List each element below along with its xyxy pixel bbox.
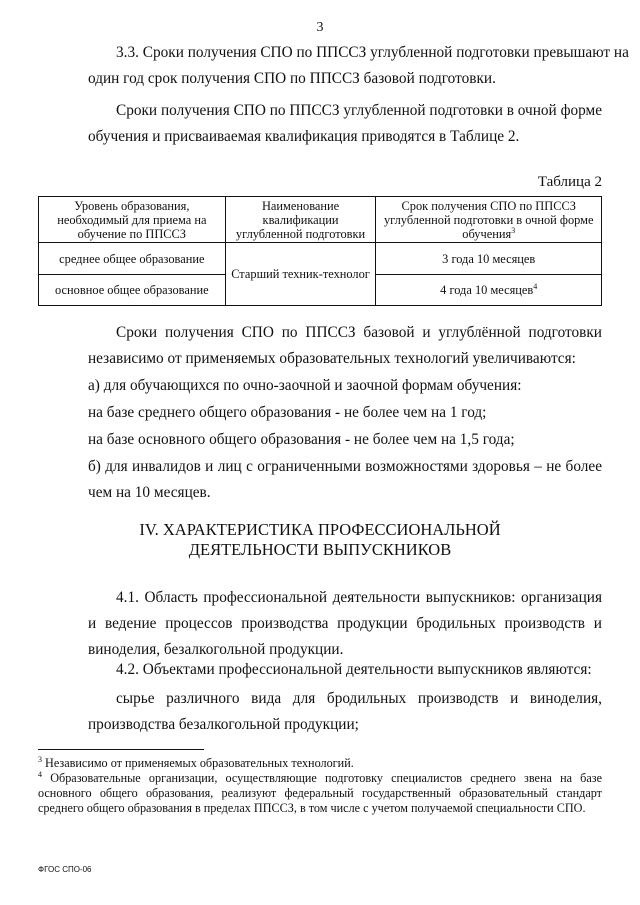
table-cell-term: [376, 275, 602, 306]
paragraph-4-1: 4.1. Область профессиональной деятельности выпускников: организация и ведение процессов производства продукции бродильных производств и виноделия, безалкогольной продукции.: [88, 589, 602, 658]
footnote-separator: [38, 749, 204, 750]
section-heading-line2: ДЕЯТЕЛЬНОСТИ ВЫПУСКНИКОВ: [188, 540, 452, 559]
paragraph-3-3-line1: 3.3. Сроки получения СПО по ППССЗ углубленной подготовки превышают на: [116, 44, 629, 61]
table-2: [38, 196, 602, 306]
footnote-4-mark: 4: [38, 769, 42, 779]
paragraph-objects: сырье различного вида для бродильных производств и виноделия, производства безалкогольной продукции;: [88, 690, 602, 733]
table-header-term-text: Срок получения СПО по ППССЗ углубленной подготовки в очной форме обучения: [383, 199, 594, 241]
footnote-4-text: Образовательные организации, осуществляющие подготовку специалистов среднего звена на базе основного общего образования, реализуют федеральный государственный образовательный стандарт среднего общего образования в пределах ППССЗ, в том числе с учетом получаемой специальности СПО.: [38, 771, 603, 815]
table-cell-term: [376, 243, 602, 275]
list-item-a-1: на базе среднего общего образования - не более чем на 1 год;: [88, 404, 487, 421]
footnote-3: [38, 756, 602, 771]
page-number: 3: [316, 20, 324, 35]
table-row: [39, 243, 602, 275]
table-header-qualification: Наименование квалификации углубленной подготовки: [225, 197, 376, 243]
footnote-3-text: Независимо от применяемых образовательных технологий.: [45, 756, 354, 770]
table-cell-level: основное общее образование: [39, 275, 226, 306]
table-cell-level: среднее общее образование: [39, 243, 226, 275]
section-heading: [0, 520, 640, 560]
footnote-3-mark: 3: [38, 754, 42, 764]
paragraph-terms-line1: Сроки получения СПО по ППССЗ углубленной подготовки в очной форме: [116, 102, 603, 119]
paragraph-4-2: 4.2. Объектами профессиональной деятельности выпускников являются:: [116, 661, 592, 678]
footnote-ref-4: 4: [533, 281, 538, 291]
paragraph-terms-line2: обучения и присваиваемая квалификация приводятся в Таблице 2.: [88, 128, 520, 145]
document-code-label: ФГОС СПО-06: [38, 865, 92, 874]
paragraph-increase-line2: независимо от применяемых образовательных технологий увеличиваются:: [88, 350, 576, 367]
footnote-ref-3: 3: [511, 225, 516, 235]
paragraph-3-3-line2: один год срок получения СПО по ППССЗ базовой подготовки.: [88, 70, 496, 87]
list-item-b-line2: чем на 10 месяцев.: [88, 484, 211, 501]
table-caption: Таблица 2: [537, 174, 602, 190]
table-header-level: Уровень образования, необходимый для приема на обучение по ППССЗ: [39, 197, 226, 243]
list-item-a: а) для обучающихся по очно-заочной и заочной формам обучения:: [88, 377, 522, 394]
list-item-b-line1: б) для инвалидов и лиц с ограниченными возможностями здоровья – не более: [88, 458, 602, 475]
list-item-a-2: на базе основного общего образования - не более чем на 1,5 года;: [88, 431, 515, 448]
section-heading-line1: IV. ХАРАКТЕРИСТИКА ПРОФЕССИОНАЛЬНОЙ: [139, 520, 501, 539]
footnote-4: [38, 771, 602, 816]
table-cell-term-text: 4 года 10 месяцев: [440, 283, 534, 297]
table-cell-term-text: 3 года 10 месяцев: [442, 251, 536, 266]
table-header-row: [39, 197, 602, 243]
table-cell-qualification: Старший техник-технолог: [225, 243, 376, 306]
paragraph-increase-line1: Сроки получения СПО по ППССЗ базовой и углублённой подготовки: [116, 324, 602, 341]
table-header-term: [376, 197, 602, 243]
